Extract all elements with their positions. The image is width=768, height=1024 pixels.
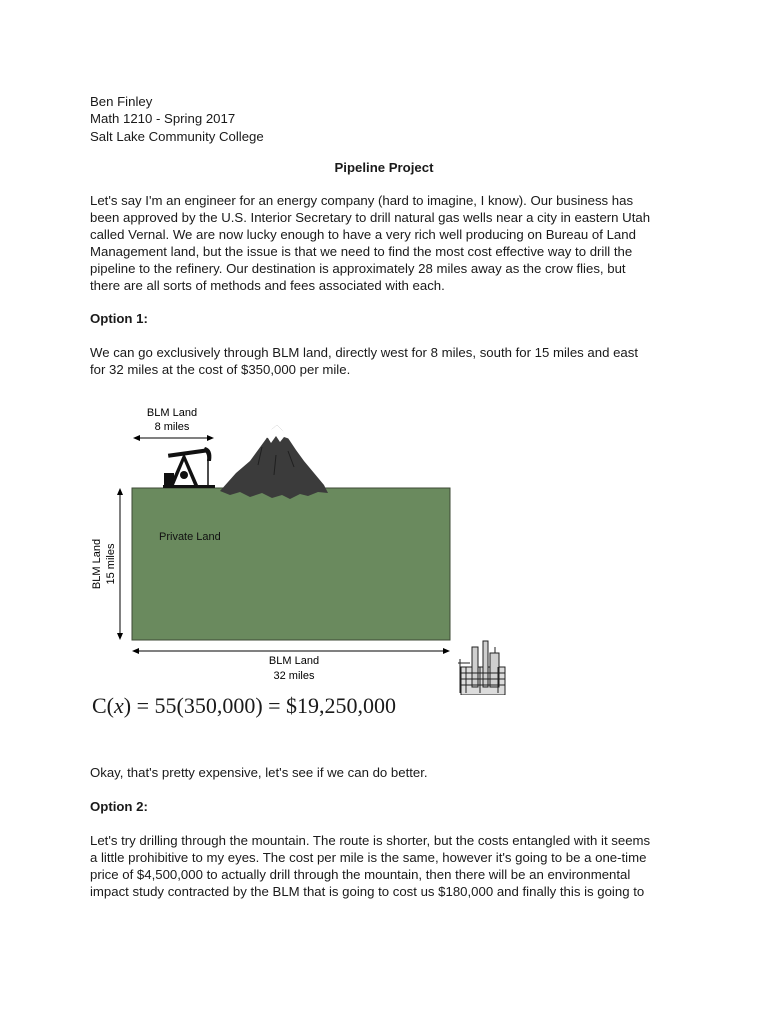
top-route-arrow xyxy=(133,435,214,441)
intro-line: there are all sorts of methods and fees associated with each. xyxy=(90,277,445,293)
mountain-icon xyxy=(220,425,328,499)
school-name: Salt Lake Community College xyxy=(90,128,264,144)
option1-line: We can go exclusively through BLM land, directly west for 8 miles, south for 15 miles and east xyxy=(90,345,639,360)
intro-line: Let's say I'm an engineer for an energy company (hard to imagine, I know). Our business has xyxy=(90,193,634,208)
cost-formula xyxy=(92,693,396,719)
private-land-label: Private Land xyxy=(159,531,221,543)
bottom-route-arrow xyxy=(132,648,450,654)
top-route-label: BLM Land xyxy=(146,407,198,419)
course-name: Math 1210 - Spring 2017 xyxy=(90,111,236,127)
left-route-arrow xyxy=(117,488,123,640)
document-title: Pipeline Project xyxy=(334,160,434,175)
document-header xyxy=(90,93,264,145)
bottom-route-miles: 32 miles xyxy=(273,670,315,682)
bottom-route-label: BLM Land xyxy=(268,655,320,667)
left-route-label: BLM Land xyxy=(91,538,103,590)
option2-line: a little prohibitive to my eyes. The cost per mile is the same, however it's going to be a one-time xyxy=(90,849,647,865)
option2-paragraph xyxy=(90,833,690,901)
intro-line: pipeline to the refinery. Our destination is approximately 28 miles away as the crow flies, but xyxy=(90,260,626,276)
option1-conclusion xyxy=(90,765,690,782)
intro-line: Management land, but the issue is that we need to find the most cost effective way to drill the xyxy=(90,243,633,259)
left-route-miles: 15 miles xyxy=(105,543,117,585)
top-route-miles: 8 miles xyxy=(154,421,190,433)
option2-heading: Option 2: xyxy=(90,799,148,814)
author-name: Ben Finley xyxy=(90,94,153,109)
option2-line: price of $4,500,000 to actually drill through the mountain, then there will be an environmental xyxy=(90,866,631,882)
formula-function: C( xyxy=(92,693,114,718)
intro-line: called Vernal. We are now lucky enough to have a very rich well producing on Bureau of Land xyxy=(90,226,636,242)
intro-line: been approved by the U.S. Interior Secretary to drill natural gas wells near a city in eastern Utah xyxy=(90,209,651,225)
intro-paragraph xyxy=(90,193,690,294)
option2-line: Let's try drilling through the mountain. The route is shorter, but the costs entangled with it seems xyxy=(90,833,651,848)
option1-paragraph xyxy=(90,345,690,379)
pipeline-diagram xyxy=(0,395,768,695)
formula-expression: ) = 55(350,000) = $19,250,000 xyxy=(123,693,397,718)
conclusion-line: Okay, that's pretty expensive, let's see if we can do better. xyxy=(90,765,428,780)
option1-line: for 32 miles at the cost of $350,000 per mile. xyxy=(90,361,351,377)
private-land-area xyxy=(132,488,450,640)
pump-jack-icon xyxy=(163,447,215,488)
formula-variable: x xyxy=(114,693,124,718)
option2-line: impact study contracted by the BLM that is going to cost us $180,000 and finally this is going to xyxy=(90,883,645,899)
refinery-icon xyxy=(458,641,505,695)
option1-heading: Option 1: xyxy=(90,311,148,326)
